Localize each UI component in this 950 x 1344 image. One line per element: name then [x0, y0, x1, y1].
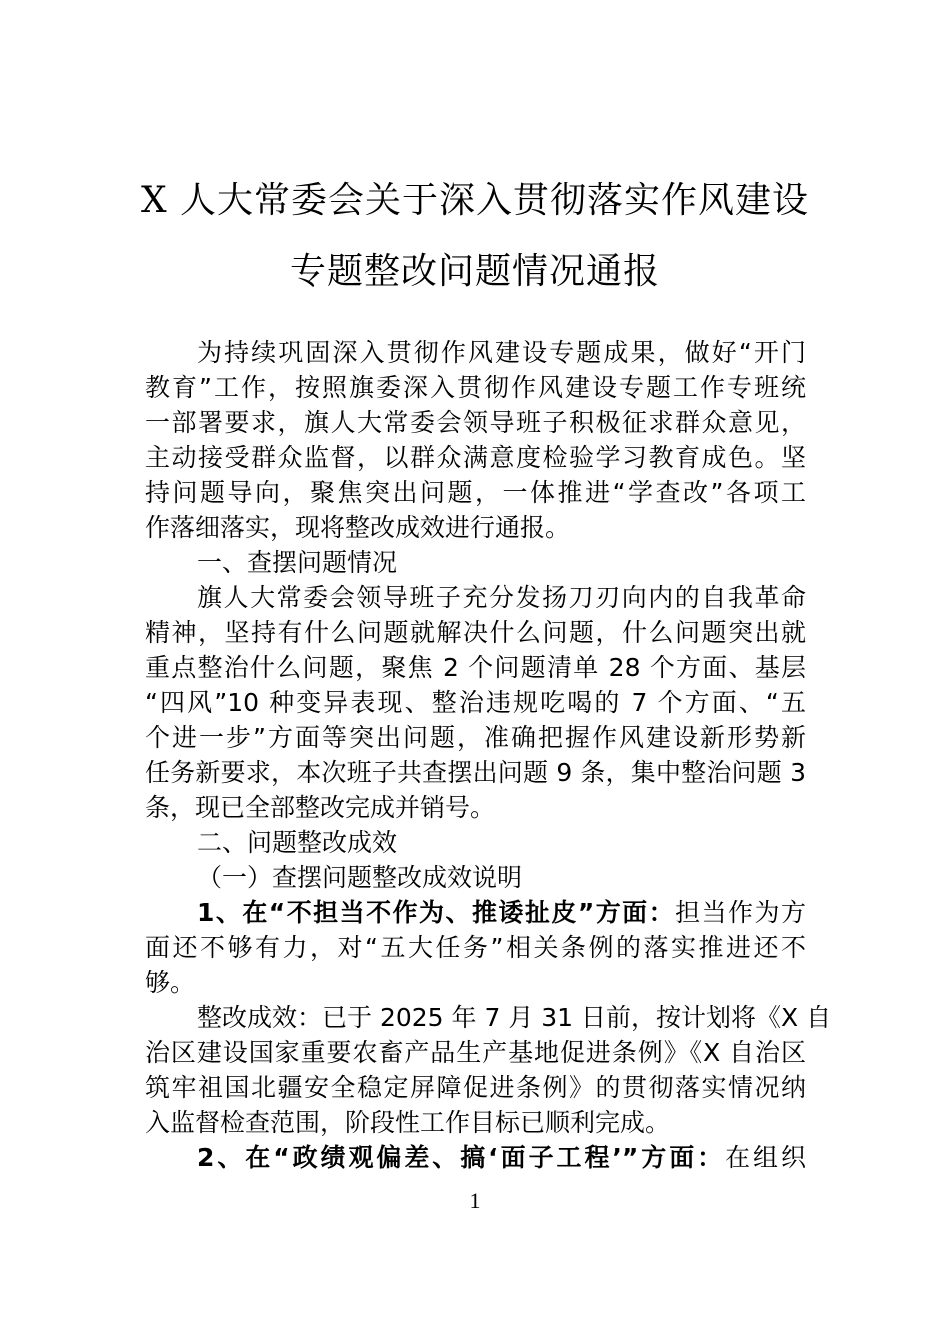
- bold-heading-text: 1、在“不担当不作为、推诿扯皮”方面：: [197, 898, 676, 927]
- text-line: [145, 580, 806, 615]
- text-line: [145, 440, 806, 475]
- text-line: [145, 475, 806, 510]
- text-line: [145, 335, 806, 370]
- text-segment: 作落细落实，现将整改成效进行通报。: [145, 513, 571, 542]
- text-line: [145, 545, 806, 580]
- text-line: [145, 1140, 806, 1175]
- text-line: [145, 405, 806, 440]
- text-segment: 在组织: [725, 1143, 806, 1172]
- text-line: [145, 370, 806, 405]
- text-segment: 够。: [145, 968, 196, 997]
- text-segment: 整改成效：已于 2025 年 7 月 31 日前，按计划将《X 自: [197, 1003, 832, 1032]
- text-segment: 精神，坚持有什么问题就解决什么问题，什么问题突出就: [145, 618, 806, 647]
- text-segment: 条，现已全部整改完成并销号。: [145, 793, 496, 822]
- text-segment: “四风”10 种变异表现、整治违规吃喝的 7 个方面、“五: [145, 688, 806, 717]
- text-segment: 一部署要求，旗人大常委会领导班子积极征求群众意见，: [145, 408, 806, 437]
- text-segment: 持问题导向，聚焦突出问题，一体推进“学查改”各项工: [145, 478, 806, 507]
- text-line: [145, 1070, 806, 1105]
- text-line: [145, 1000, 832, 1035]
- text-line: [145, 650, 806, 685]
- text-line: [145, 965, 806, 1000]
- text-line: [145, 930, 806, 965]
- text-line: [145, 790, 806, 825]
- text-segment: 入监督检查范围，阶段性工作目标已顺利完成。: [145, 1108, 671, 1137]
- text-segment: 任务新要求，本次班子共查摆出问题 9 条，集中整治问题 3: [145, 758, 806, 787]
- text-line: [145, 860, 806, 895]
- text-segment: 一、查摆问题情况: [197, 548, 398, 577]
- text-segment: 重点整治什么问题，聚焦 2 个问题清单 28 个方面、基层: [145, 653, 806, 682]
- bold-heading-text: 2、在“政绩观偏差、搞‘面子工程’”方面：: [197, 1143, 726, 1172]
- text-segment: 教育”工作，按照旗委深入贯彻作风建设专题工作专班统: [145, 373, 806, 402]
- text-line: [145, 755, 806, 790]
- document-title-line-2: 专题整改问题情况通报: [289, 251, 660, 292]
- text-segment: 担当作为方: [675, 898, 806, 927]
- text-segment: 筑牢祖国北疆安全稳定屏障促进条例》的贯彻落实情况纳: [145, 1073, 806, 1102]
- text-segment: 主动接受群众监督，以群众满意度检验学习教育成色。坚: [145, 443, 806, 472]
- text-line: [145, 720, 806, 755]
- text-segment: 面还不够有力，对“五大任务”相关条例的落实推进还不: [145, 933, 806, 962]
- text-line: [145, 1105, 806, 1140]
- text-line: [145, 895, 806, 930]
- text-line: [145, 615, 806, 650]
- text-line: [145, 685, 806, 720]
- text-segment: （一）查摆问题整改成效说明: [197, 863, 523, 892]
- text-line: [145, 510, 806, 545]
- text-segment: 治区建设国家重要农畜产品生产基地促进条例》《X 自治区: [145, 1038, 806, 1067]
- text-segment: 二、问题整改成效: [197, 828, 398, 857]
- text-line: [145, 825, 806, 860]
- page-number: 1: [469, 1188, 481, 1213]
- document-body: [145, 335, 832, 1175]
- text-segment: 为持续巩固深入贯彻作风建设专题成果，做好“开门: [197, 338, 806, 367]
- text-line: [145, 1035, 806, 1070]
- text-segment: 个进一步”方面等突出问题，准确把握作风建设新形势新: [145, 723, 806, 752]
- text-segment: 旗人大常委会领导班子充分发扬刀刃向内的自我革命: [197, 583, 806, 612]
- document-title-line-1: X 人大常委会关于深入贯彻落实作风建设: [140, 180, 810, 221]
